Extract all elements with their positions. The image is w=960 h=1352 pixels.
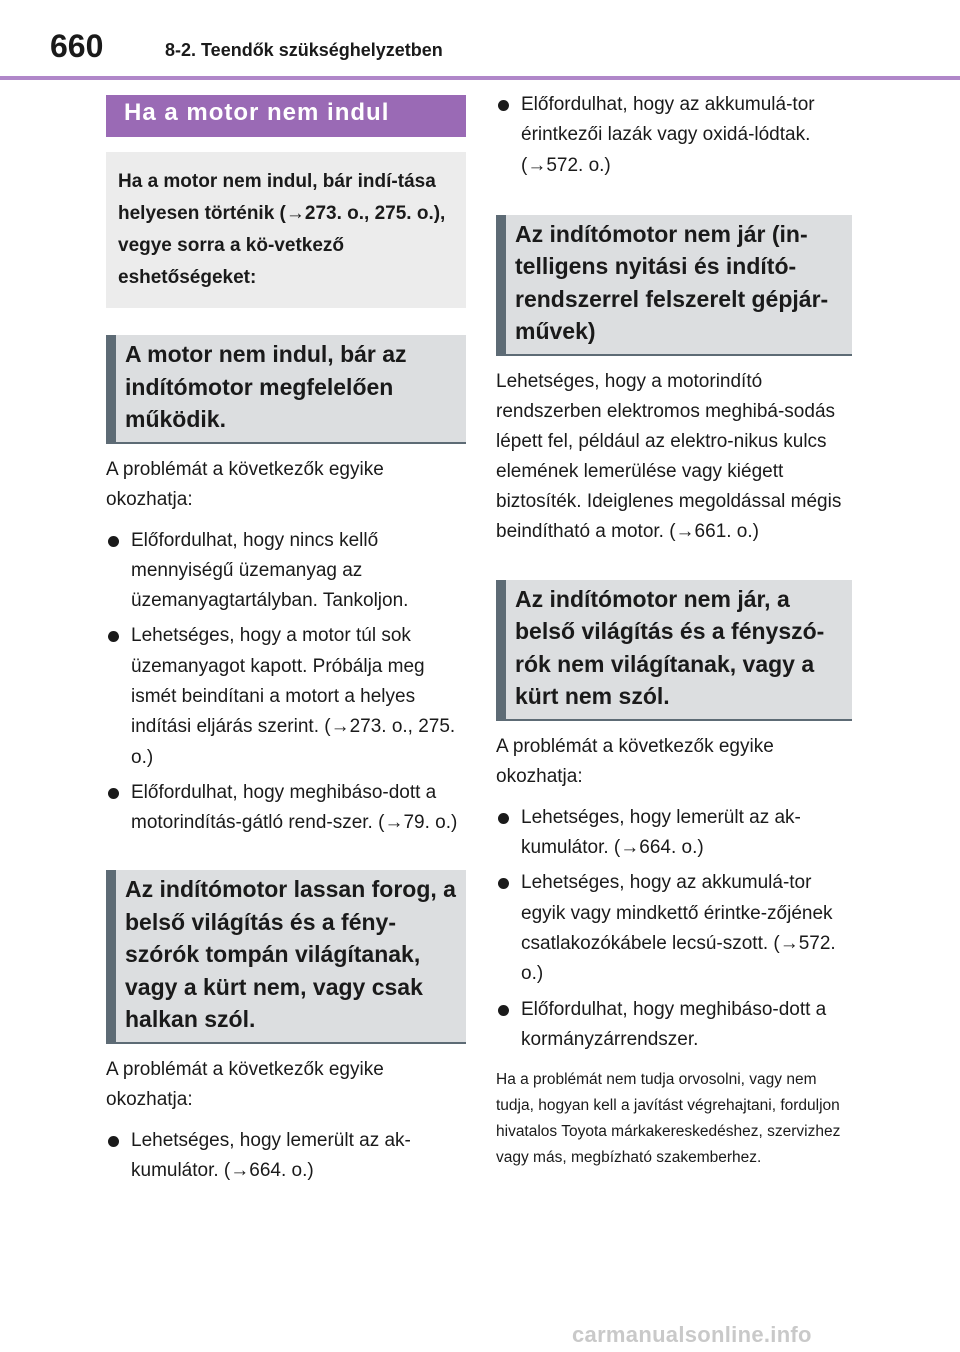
cause-intro-text: A problémát a következők egyike okozhatja: [106, 458, 384, 510]
list-item-text: Előfordulhat, hogy nincs kellő mennyiségű üzemanyag az üzemanyagtartályban. Tankoljon. [131, 529, 409, 612]
bullet-icon [108, 536, 119, 547]
list-item [496, 90, 852, 181]
watermark: carmanualsonline.info [572, 1322, 812, 1347]
header-rule [0, 76, 960, 80]
list-item [106, 621, 466, 772]
list-item [496, 868, 852, 989]
left-column [106, 95, 466, 1187]
list-item-text: Lehetséges, hogy lemerült az ak-kumulátor. (→664. o.) [131, 1129, 411, 1182]
bullet-icon [498, 1005, 509, 1016]
cause-list [106, 1126, 466, 1187]
bullet-icon [498, 813, 509, 824]
list-item [106, 526, 466, 617]
chapter-title: 8-2. Teendők szükséghelyzetben [165, 40, 443, 60]
bullet-icon [498, 878, 509, 889]
service-note: Ha a problémát nem tudja orvosolni, vagy nem tudja, hogyan kell a javítást végrehajtani, forduljon hivatalos Toyota márkakereskedéshez, szervizhez vagy más, megbízható szakemberhez. [496, 1071, 841, 1167]
list-item-text: Lehetséges, hogy lemerült az ak-kumulátor. (→664. o.) [521, 806, 801, 859]
bullet-icon [108, 788, 119, 799]
cause-intro-text: A problémát a következők egyike okozhatja: [496, 735, 774, 787]
section-title: Ha a motor nem indul [106, 95, 466, 137]
cause-list [106, 526, 466, 839]
list-item [106, 1126, 466, 1187]
list-item-text: Előfordulhat, hogy meghibáso-dott a motorindítás-gátló rend-szer. (→79. o.) [131, 781, 458, 834]
list-item-text: Lehetséges, hogy az akkumulá-tor egyik vagy mindkettő érintke-zőjének csatlakozókábele lecsú-szott. (→572. o.) [521, 872, 836, 985]
page-header [0, 0, 960, 80]
list-item-text: Előfordulhat, hogy az akkumulá-tor érintkezői lazák vagy oxidá-lódtak. (→572. o.) [521, 94, 815, 176]
subheading-starter-slow: Az indítómotor lassan forog, a belső világítás és a fény-szórók tompán világítanak, vagy a kürt nem, vagy csak halkan szól. [106, 870, 466, 1044]
bullet-icon [498, 100, 509, 111]
bullet-icon [108, 1136, 119, 1147]
list-item [496, 803, 852, 864]
list-item-text: Előfordulhat, hogy meghibáso-dott a kormányzárrendszer. [521, 998, 827, 1050]
list-item-text: Lehetséges, hogy a motor túl sok üzemanyagot kapott. Próbálja meg ismét beindítani a motort a helyes indítási eljárás szerint. (→273. o., 275. o.) [131, 625, 456, 768]
cause-list-continued [496, 90, 852, 181]
subheading-starter-not-running-no-lights: Az indítómotor nem jár, a belső világítás és a fényszó-rók nem világítanak, vagy a kürt nem szól. [496, 580, 852, 721]
explanation-text: Lehetséges, hogy a motorindító rendszerben elektromos meghibá-sodás lépett fel, például az elektro-nikus kulcs elemének lemerülése vagy kiégett biztosíték. Ideiglenes megoldással mégis beindítható a motor. (→661. o.) [496, 370, 842, 542]
right-column [496, 90, 852, 1171]
list-item [106, 778, 466, 839]
page-number: 660 [50, 28, 104, 64]
subheading-engine-not-starting: A motor nem indul, bár az indítómotor megfelelően működik. [106, 335, 466, 444]
cause-list [496, 803, 852, 1055]
bullet-icon [108, 631, 119, 642]
subheading-starter-not-running-smart-key: Az indítómotor nem jár (in-telligens nyitási és indító-rendszerrel felszerelt gépjár-művek) [496, 215, 852, 356]
list-item [496, 995, 852, 1056]
intro-box: Ha a motor nem indul, bár indí-tása helyesen történik (→273. o., 275. o.), vegye sorra a kö-vetkező eshetőségeket: [106, 152, 466, 308]
cause-intro-text: A problémát a következők egyike okozhatja: [106, 1058, 384, 1110]
